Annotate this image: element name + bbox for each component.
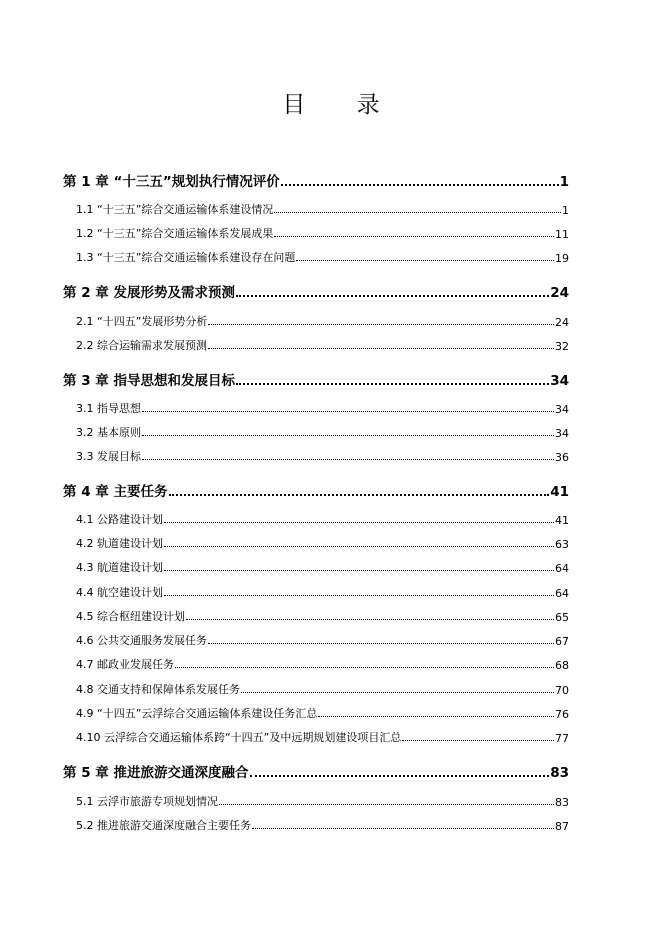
dot-leader	[164, 569, 554, 571]
toc-page-number: 41	[550, 484, 569, 500]
toc-entry-label: 1.2 “十三五”综合交通运输体系发展成果	[76, 227, 274, 240]
toc-page-number: 70	[555, 684, 569, 697]
toc-page-number: 34	[555, 403, 569, 416]
dot-leader	[142, 434, 554, 436]
toc-section-entry[interactable]	[76, 448, 569, 464]
toc-entry-label: 4.6 公共交通服务发展任务	[76, 634, 207, 647]
dot-leader	[250, 774, 550, 777]
dot-leader	[296, 259, 554, 261]
toc-page-number: 68	[555, 659, 569, 672]
toc-entry-label: 4.3 航道建设计划	[76, 561, 163, 574]
toc-page-number: 1	[559, 174, 569, 190]
dot-leader	[186, 618, 554, 620]
toc-page-number: 76	[555, 708, 569, 721]
dot-leader	[241, 691, 554, 693]
dot-leader	[175, 666, 554, 668]
toc-entry-label: 5.1 云浮市旅游专项规划情况	[76, 795, 218, 808]
toc-section-entry[interactable]	[76, 225, 569, 241]
toc-entry-label: 3.2 基本原则	[76, 426, 141, 439]
toc-section-entry[interactable]	[76, 201, 569, 217]
toc-page-number: 24	[550, 285, 569, 301]
toc-chapter-entry[interactable]	[63, 170, 569, 190]
toc-page-number: 64	[555, 562, 569, 575]
toc-page-number: 63	[555, 538, 569, 551]
dot-leader	[281, 183, 559, 186]
toc-page-number: 34	[550, 373, 569, 389]
toc-section-entry[interactable]	[76, 511, 569, 527]
toc-page-number: 24	[555, 316, 569, 329]
toc-entry-label: 1.1 “十三五”综合交通运输体系建设情况	[76, 203, 274, 216]
toc-section-entry[interactable]	[76, 535, 569, 551]
toc-page-number: 83	[555, 796, 569, 809]
toc-page-number: 77	[555, 732, 569, 745]
dot-leader	[252, 827, 554, 829]
dot-leader	[208, 347, 554, 349]
toc-section-entry[interactable]	[76, 608, 569, 624]
dot-leader	[164, 521, 554, 523]
dot-leader	[318, 715, 554, 717]
toc-entry-label: 第 1 章 “十三五”规划执行情况评价	[63, 174, 280, 190]
toc-entry-label: 3.1 指导思想	[76, 402, 141, 415]
dot-leader	[236, 294, 549, 297]
toc-section-entry[interactable]	[76, 584, 569, 600]
toc-section-entry[interactable]	[76, 681, 569, 697]
toc-entry-label: 2.1 “十四五”发展形势分析	[76, 315, 208, 328]
toc-section-entry[interactable]	[76, 424, 569, 440]
dot-leader	[208, 323, 554, 325]
toc-section-entry[interactable]	[76, 817, 569, 833]
dot-leader	[402, 739, 554, 741]
toc-section-entry[interactable]	[76, 559, 569, 575]
toc-section-entry[interactable]	[76, 705, 569, 721]
dot-leader	[274, 235, 554, 237]
toc-page-number: 34	[555, 427, 569, 440]
toc-entry-label: 4.4 航空建设计划	[76, 586, 163, 599]
toc-section-entry[interactable]	[76, 793, 569, 809]
toc-section-entry[interactable]	[76, 632, 569, 648]
toc-section-entry[interactable]	[76, 313, 569, 329]
dot-leader	[164, 545, 554, 547]
dot-leader	[142, 458, 554, 460]
toc-page-number: 11	[555, 228, 569, 241]
toc-entry-label: 第 5 章 推进旅游交通深度融合	[63, 765, 249, 781]
dot-leader	[164, 594, 554, 596]
toc-entry-label: 5.2 推进旅游交通深度融合主要任务	[76, 819, 251, 832]
toc-page-number: 36	[555, 451, 569, 464]
toc-chapter-entry[interactable]	[63, 480, 569, 500]
toc-section-entry[interactable]	[76, 249, 569, 265]
toc-entry-label: 4.8 交通支持和保障体系发展任务	[76, 683, 240, 696]
toc-entry-label: 4.10 云浮综合交通运输体系跨“十四五”及中远期规划建设项目汇总	[76, 731, 402, 744]
dot-leader	[169, 493, 550, 496]
dot-leader	[208, 642, 554, 644]
toc-page-number: 19	[555, 252, 569, 265]
dot-leader	[219, 803, 554, 805]
toc-page-number: 87	[555, 820, 569, 833]
dot-leader	[236, 382, 549, 385]
toc-entry-label: 第 4 章 主要任务	[63, 484, 168, 500]
toc-chapter-entry[interactable]	[63, 281, 569, 301]
dot-leader	[274, 211, 561, 213]
toc-section-entry[interactable]	[76, 656, 569, 672]
toc-section-entry[interactable]	[76, 337, 569, 353]
toc-entry-label: 第 2 章 发展形势及需求预测	[63, 285, 235, 301]
toc-section-entry[interactable]	[76, 729, 569, 745]
toc-entry-label: 4.1 公路建设计划	[76, 513, 163, 526]
page-title: 目 录	[282, 92, 402, 118]
toc-page-number: 67	[555, 635, 569, 648]
toc-entry-label: 2.2 综合运输需求发展预测	[76, 339, 207, 352]
toc-chapter-entry[interactable]	[63, 369, 569, 389]
toc-page-number: 64	[555, 587, 569, 600]
dot-leader	[142, 410, 554, 412]
toc-entry-label: 4.2 轨道建设计划	[76, 537, 163, 550]
toc-entry-label: 4.5 综合枢纽建设计划	[76, 610, 185, 623]
toc-entry-label: 3.3 发展目标	[76, 450, 141, 463]
toc-page-number: 65	[555, 611, 569, 624]
toc-page-number: 41	[555, 514, 569, 527]
toc-entry-label: 第 3 章 指导思想和发展目标	[63, 373, 235, 389]
toc-chapter-entry[interactable]	[63, 761, 569, 781]
toc-page-number: 83	[550, 765, 569, 781]
toc-entry-label: 1.3 “十三五”综合交通运输体系建设存在问题	[76, 251, 296, 264]
toc-page-number: 32	[555, 340, 569, 353]
toc-entry-label: 4.9 “十四五”云浮综合交通运输体系建设任务汇总	[76, 707, 318, 720]
toc-entry-label: 4.7 邮政业发展任务	[76, 658, 174, 671]
toc-section-entry[interactable]	[76, 400, 569, 416]
toc-page-number: 1	[562, 204, 569, 217]
